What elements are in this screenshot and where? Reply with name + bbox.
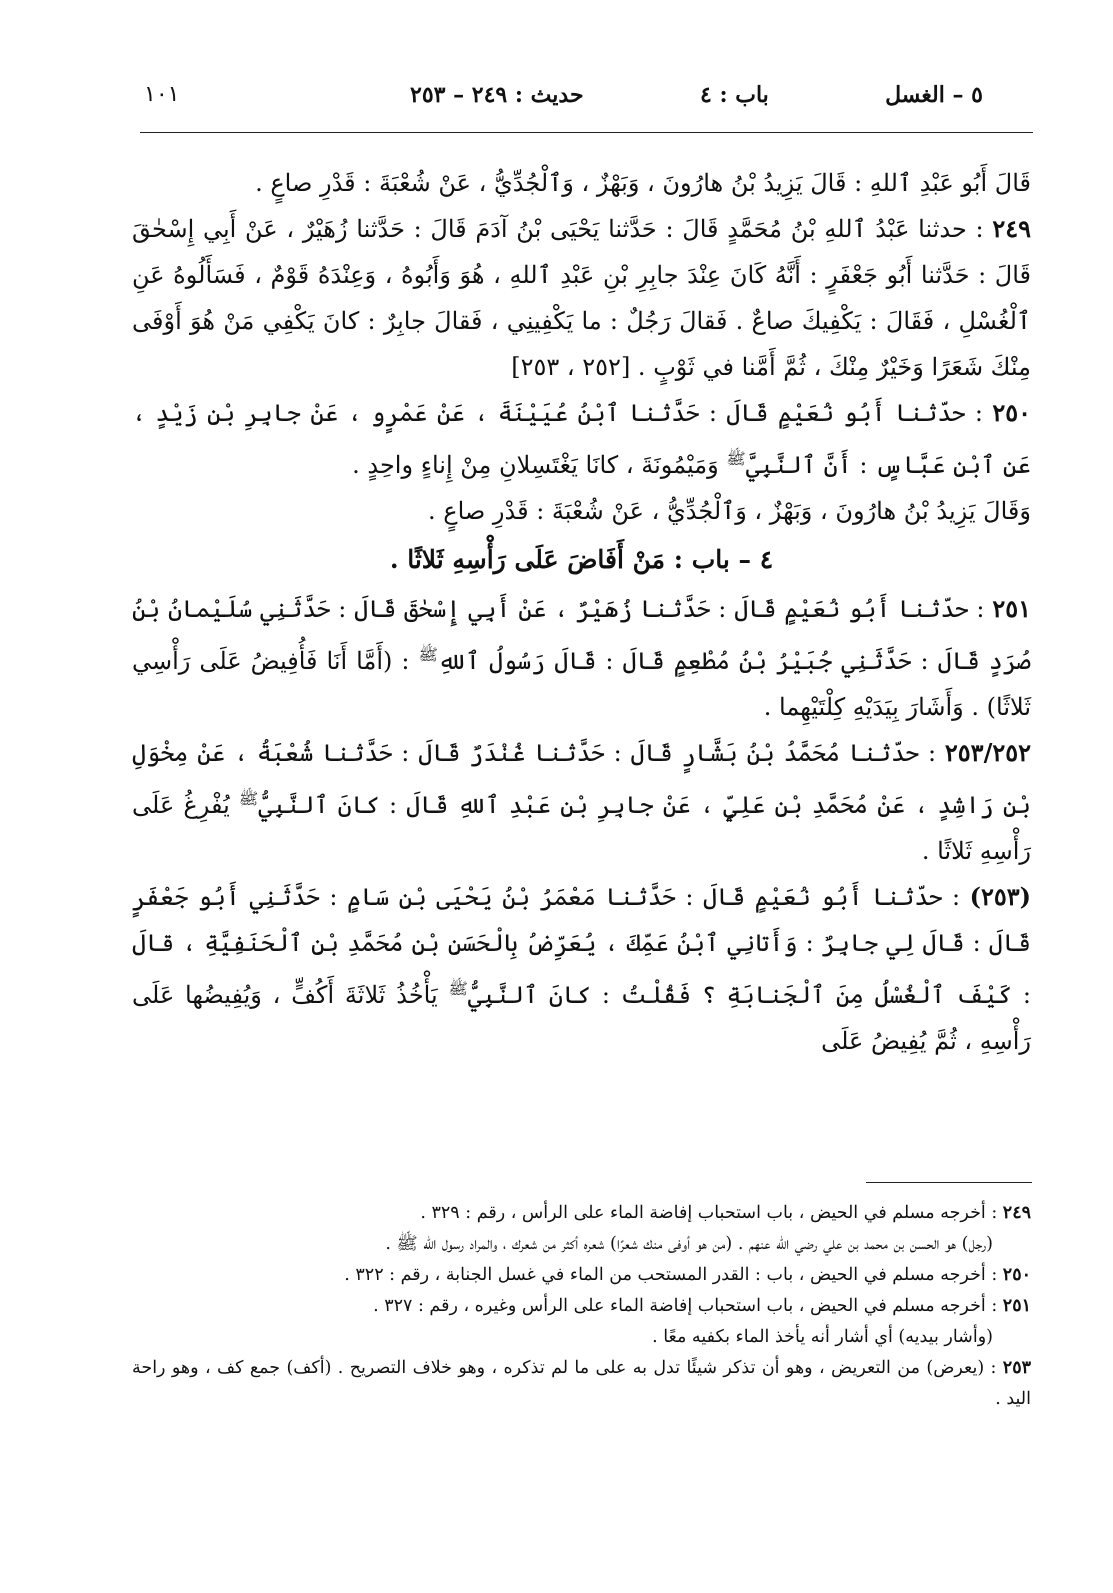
hadith-text-continued: يُفْرِغُ عَلَى رَأْسِهِ ثَلاثًا . [132,791,1031,865]
hadith-number: ٢٥٣/٢٥٢ [944,738,1031,767]
hadith-text: : حدّثنا أَبُو نُعَيْمٍ قَالَ : حَدَّثنا زُهَيْرٌ ، عَنْ أَبِي إِسْحٰقَ قَالَ : حَدَّثَنِي سُلَيْمانُ بْنُ صُرَدٍ قَالَ : حَدَّثَنِي جُبَيْرُ بْنُ مُطْعِمٍ قَالَ : قَالَ رَسُولُ ٱللهِ [132,595,1031,675]
footnote-text: : أخرجه مسلم في الحيض ، باب استحباب إفاضة الماء على الرأس وغيره ، رقم : ٣٢٧ . [373,1296,1003,1316]
hadith-251 [132,586,1031,730]
footnote-text: : أخرجه مسلم في الحيض ، باب : القدر المستحب من الماء في غسل الجنابة ، رقم : ٣٢٢ . [344,1265,1003,1285]
hadith-text-continued: يَأْخُذُ ثَلاثَةَ أَكُفٍّ ، وَيُفِيضُها عَلَى رَأْسِهِ ، ثُمَّ يُفِيضُ عَلَى [132,981,1031,1055]
page-number: ١٠١ [144,82,180,107]
salawat-ligature: ﷺ [418,645,438,664]
salawat-ligature: ﷺ [238,789,259,808]
footnote-250 [132,1260,1031,1291]
chapter-title: ٤ – باب : مَنْ أَفَاضَ عَلَى رَأْسِهِ ثَلاثًا . [389,545,774,574]
salawat-ligature: ﷺ [448,979,468,998]
hadith-text: : حدّثنا أَبُو نُعَيْمٍ قَالَ : حَدَّثنا مَعْمَرُ بْنُ يَحْيَى بْنِ سَامٍ : حَدَّثَنِي أَبُو جَعْفَرٍ قَالَ : قَالَ لِي جابِرٌ : وَأَتانِي ٱبْنُ عَمِّكَ ، يُعَرِّضُ بِالْحَسَنِ بْنِ مُحَمَّدِ بْنِ ٱلْحَنَفِيَّةِ ، قالَ : كَيْفَ ٱلْغُسْلُ مِنَ ٱلْجَنابَةِ ؟ فَقُلْتُ : كانَ ٱلنَّبِيُّ [132,883,1031,1009]
hadith-number: (٢٥٣) [969,882,1031,911]
hadith-text-continued: وَمَيْمُونَةَ ، كانَا يَغْتَسِلانِ مِنْ إِناءٍ واحِدٍ . [352,451,727,479]
hadith-250 [132,390,1031,488]
bab-label: باب : ٤ [700,82,769,108]
hadith-249 [132,206,1031,390]
footnote-251-note: (وأشار بيديه) أي أشار أنه يأخذ الماء بكفيه معًا . [652,1327,993,1347]
hadith-text-continued: : (أَمَّا أَنَا فَأُفِيضُ عَلَى رَأْسِي ثَلاثًا) . وَأَشَارَ بِيَدَيْهِ كِلْتَيْهِما . [132,647,1031,721]
footnotes [132,1198,1031,1415]
footnote-number: ٢٥٠ [1002,1265,1031,1285]
footnote-253 [132,1353,1031,1415]
hadith-250-note: وَقَالَ يَزِيدُ بْنُ هارُونَ ، وَبَهْزٌ ، وَٱلْجُدِّيُّ ، عَنْ شُعْبَةَ : قَدْرِ صاعٍ . [428,497,1031,525]
footnote-249-note: (رجل) هو الحسن بن محمد بن علي رضي الله عنهم . (من هو أوفى منك شعرًا) شعره أكثر من شعرك ، والمراد رسول الله ﷺ . [385,1234,993,1254]
chapter-label: ٥ – الغسل [885,82,983,108]
footnote-number: ٢٤٩ [1002,1203,1031,1223]
footnote-text: : (يعرض) من التعريض ، وهو أن تذكر شيئًا تدل به على ما لم تذكره ، وهو خلاف التصريح . (أكف) جمع كف ، وهو راحة اليد . [132,1358,1031,1409]
footnote-251 [132,1291,1031,1322]
hadith-text: : حدّثنا مُحَمَّدُ بْنُ بَشَّارٍ قَالَ : حَدَّثنا غُنْدَرٌ قَالَ : حَدَّثنا شُعْبَةُ ، عَنْ مِخْوَلِ بْنِ رَاشِدٍ ، عَنْ مُحَمَّدِ بْنِ عَلِيٍّ ، عَنْ جابِرِ بْنِ عَبْدِ ٱللهِ قَالَ : كانَ ٱلنَّبِيُّ [132,739,1031,819]
footnote-249 [132,1198,1031,1229]
main-text [132,160,1031,1064]
intro-line: قَالَ أَبُو عَبْدِ ٱللهِ : قَالَ يَزِيدُ بْنُ هارُونَ ، وَبَهْزٌ ، وَٱلْجُدِّيُّ ، عَنْ شُعْبَةَ : قَدْرِ صاعٍ . [255,169,1031,197]
hadith-number: ٢٤٩ [992,214,1031,243]
running-header [140,82,983,122]
hadith-range: حديث : ٢٤٩ – ٢٥٣ [410,82,584,108]
hadith-text: : حدثنا عَبْدُ ٱللهِ بْنُ مُحَمَّدٍ قَالَ : حَدَّثنا يَحْيَى بْنُ آدَمَ قَالَ : حَدَّثنا زُهَيْرٌ ، عَنْ أَبِي إِسْحٰقَ قَالَ : حَدَّثنا أَبُو جَعْفَرٍ : أَنَّهُ كَانَ عِنْدَ جابِرِ بْنِ عَبْدِ ٱللهِ ، هُوَ وَأَبُوهُ ، وَعِنْدَهُ قَوْمٌ ، فَسَأَلُوهُ عَنِ ٱلْغُسْلِ ، فَقَالَ : يَكْفِيكَ صاعٌ . فَقالَ رَجُلٌ : ما يَكْفِينِي ، فَقالَ جابِرٌ : كانَ يَكْفِي مَنْ هُوَ أَوْفَى مِنْكَ شَعَرًا وَخَيْرٌ مِنْكَ ، ثُمَّ أَمَّنا في ثَوْبٍ . [٢٥٢ ، ٢٥٣] [132,215,1031,381]
footnote-number: ٢٥٣ [1002,1358,1031,1378]
hadith-text: : حدّثنا أَبُو نُعَيْمٍ قَالَ : حَدَّثنا ٱبْنُ عُيَيْنَةَ ، عَنْ عَمْرٍو ، عَنْ جابِرِ بْنِ زَيْدٍ ، عَنِ ٱبْنِ عَبَّاسٍ : أَنَّ ٱلنَّبِيَّ [132,399,1031,479]
hadith-number: ٢٥١ [992,594,1031,623]
hadith-253 [132,874,1031,1064]
hadith-number: ٢٥٠ [992,398,1031,427]
salawat-ligature: ﷺ [726,449,746,468]
footnote-number: ٢٥١ [1002,1296,1031,1316]
hadith-252 [132,730,1031,874]
header-rule [140,132,1033,133]
footnote-rule [866,1182,1032,1183]
footnote-text: : أخرجه مسلم في الحيض ، باب استحباب إفاضة الماء على الرأس ، رقم : ٣٢٩ . [420,1203,1003,1223]
